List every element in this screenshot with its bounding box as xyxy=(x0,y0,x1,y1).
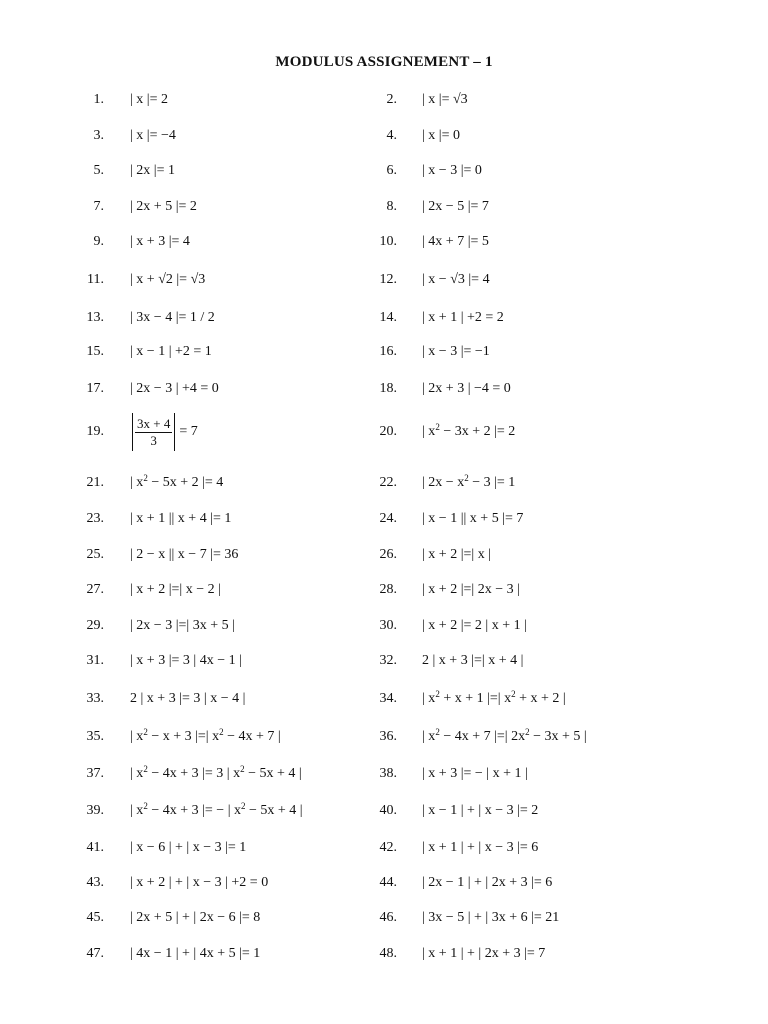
problem-number: 34. xyxy=(379,691,397,706)
problem-number: 32. xyxy=(379,653,397,668)
problem-equation: | 4x + 7 |= 5 xyxy=(422,234,489,249)
problem-number: 30. xyxy=(379,618,397,633)
problem-number: 7. xyxy=(93,199,104,214)
problem-equation: | 3x − 5 | + | 3x + 6 |= 21 xyxy=(422,910,560,925)
problem-equation: | x |= 0 xyxy=(422,128,461,143)
fraction-numerator: 3x + 4 xyxy=(137,415,171,431)
worksheet-title: MODULUS ASSIGNEMENT – 1 xyxy=(275,54,493,70)
problem-equation: | x − 1 | + | x − 3 |= 2 xyxy=(422,803,539,818)
problem-row xyxy=(0,475,768,499)
problem-row xyxy=(0,582,768,606)
problem-equation: | $2x - x^2 - 3$ |= 1 xyxy=(422,473,516,490)
problem-row xyxy=(0,875,768,899)
problem-equation: | 2x − 5 |= 7 xyxy=(422,199,489,214)
problem-equation: | $x^2 - 4x + 3$ |= 3 | $x^2 - 5x + 4$ | xyxy=(130,764,302,781)
problem-equation: | 2x − 1 | + | 2x + 3 |= 6 xyxy=(422,875,553,890)
problem-equation: | x + 2 | + | x − 3 | +2 = 0 xyxy=(130,875,269,890)
problem-number: 48. xyxy=(379,946,397,961)
problem-number: 5. xyxy=(93,163,104,178)
problem-number: 3. xyxy=(93,128,104,143)
problem-number: 21. xyxy=(86,475,104,490)
problem-number: 29. xyxy=(86,618,104,633)
problem-equation: | x + 2 |=| x | xyxy=(422,547,492,562)
fraction xyxy=(135,416,172,449)
problem-equation: | x + 2 |= 2 | x + 1 | xyxy=(422,618,527,633)
problem-number: 20. xyxy=(379,424,397,439)
problem-equation: | $x^2 - x + 3$ |=| $x^2 - 4x + 7$ | xyxy=(130,727,281,744)
problem-equation: | 2x + 5 |= 2 xyxy=(130,199,197,214)
problem-number: 11. xyxy=(87,272,104,287)
problem-number: 38. xyxy=(379,766,397,781)
problem-row xyxy=(0,766,768,790)
problem-equation: | x − 6 | + | x − 3 |= 1 xyxy=(130,840,247,855)
problem-number: 2. xyxy=(386,92,397,107)
problem-row xyxy=(0,729,768,753)
problem-equation: | 2x + 3 | −4 = 0 xyxy=(422,381,511,396)
problem-number: 31. xyxy=(86,653,104,668)
problem-equation: | x + 3 |= 3 | 4x − 1 | xyxy=(130,653,242,668)
problem-row xyxy=(0,618,768,642)
problem-equation: | 2x − 3 |=| 3x + 5 | xyxy=(130,618,235,633)
problem-equation: | $x^2 + x + 1$ |=| $x^2 + x + 2$ | xyxy=(422,689,566,706)
problem-number: 17. xyxy=(86,381,104,396)
problem-number: 22. xyxy=(379,475,397,490)
problem-row xyxy=(0,511,768,535)
problem-equation: | x − 1 | +2 = 1 xyxy=(130,344,212,359)
problem-number: 6. xyxy=(386,163,397,178)
problem-number: 44. xyxy=(379,875,397,890)
problem-number: 1. xyxy=(93,92,104,107)
problem-number: 45. xyxy=(86,910,104,925)
problem-equation: | $x^2 - 3x + 2$ |= 2 xyxy=(422,422,516,439)
problem-equation: | x − 3 |= −1 xyxy=(422,344,490,359)
problem-number: 47. xyxy=(86,946,104,961)
problem-row xyxy=(0,415,768,448)
problem-equation: | 4x − 1 | + | 4x + 5 |= 1 xyxy=(130,946,261,961)
problem-equation: | $x^2 - 5x + 2$ |= 4 xyxy=(130,473,224,490)
problem-number: 25. xyxy=(86,547,104,562)
problem-equation: | x |= 2 xyxy=(130,92,169,107)
problem-equation: | x − √3 |= 4 xyxy=(422,272,490,287)
problem-equation: | x + 1 | + | 2x + 3 |= 7 xyxy=(422,946,546,961)
problem-number: 43. xyxy=(86,875,104,890)
fraction-rhs: = 7 xyxy=(179,424,198,439)
problem-number: 12. xyxy=(379,272,397,287)
problem-number: 13. xyxy=(86,310,104,325)
problem-number: 33. xyxy=(86,691,104,706)
problem-equation: | x + 3 |= 4 xyxy=(130,234,190,249)
problem-row xyxy=(0,547,768,571)
problem-equation: | 2 − x || x − 7 |= 36 xyxy=(130,547,239,562)
problem-number: 14. xyxy=(379,310,397,325)
problem-number: 39. xyxy=(86,803,104,818)
problem-number: 42. xyxy=(379,840,397,855)
problem-number: 15. xyxy=(86,344,104,359)
problem-equation: | x + 1 | +2 = 2 xyxy=(422,310,504,325)
abs-bar-right xyxy=(174,413,175,451)
problem-row xyxy=(0,92,768,116)
problem-row xyxy=(0,272,768,296)
problem-equation: 2 | x + 3 |= 3 | x − 4 | xyxy=(130,691,246,706)
problem-equation: | 2x |= 1 xyxy=(130,163,176,178)
fraction-denominator: 3 xyxy=(150,432,157,448)
problem-number: 40. xyxy=(379,803,397,818)
problem-equation: | x |= −4 xyxy=(130,128,176,143)
problem-number: 10. xyxy=(379,234,397,249)
problem-row xyxy=(0,199,768,223)
problem-equation: | x + 2 |=| 2x − 3 | xyxy=(422,582,520,597)
problem-number: 24. xyxy=(379,511,397,526)
problem-number: 4. xyxy=(386,128,397,143)
abs-bar-left xyxy=(132,413,133,451)
problem-row xyxy=(0,691,768,715)
problem-row xyxy=(0,381,768,405)
problem-equation: | 2x + 5 | + | 2x − 6 |= 8 xyxy=(130,910,261,925)
problem-equation: | x − 3 |= 0 xyxy=(422,163,482,178)
problem-equation: | 3x − 4 |= 1 / 2 xyxy=(130,310,215,325)
problem-equation: | x |= √3 xyxy=(422,92,468,107)
problem-number: 23. xyxy=(86,511,104,526)
problem-equation: | x − 1 || x + 5 |= 7 xyxy=(422,511,524,526)
problem-row xyxy=(0,840,768,864)
problem-number: 41. xyxy=(86,840,104,855)
problem-number: 37. xyxy=(86,766,104,781)
problem-row xyxy=(0,803,768,827)
problem-row xyxy=(0,310,768,334)
problem-number: 26. xyxy=(379,547,397,562)
problem-number: 8. xyxy=(386,199,397,214)
problem-number: 16. xyxy=(379,344,397,359)
problem-number: 18. xyxy=(379,381,397,396)
problem-equation xyxy=(130,413,198,456)
problem-equation: | x + 2 |=| x − 2 | xyxy=(130,582,221,597)
problem-number: 9. xyxy=(93,234,104,249)
problem-row xyxy=(0,653,768,677)
problem-number: 27. xyxy=(86,582,104,597)
problem-equation: 2 | x + 3 |=| x + 4 | xyxy=(422,653,524,668)
problem-row xyxy=(0,234,768,258)
problem-row xyxy=(0,910,768,934)
problem-number: 19. xyxy=(86,424,104,439)
problem-row xyxy=(0,946,768,970)
problem-number: 46. xyxy=(379,910,397,925)
problem-equation: | $x^2 - 4x + 7$ |=| $2x^2 - 3x + 5$ | xyxy=(422,727,587,744)
problem-equation: | x + √2 |= √3 xyxy=(130,272,206,287)
problem-number: 35. xyxy=(86,729,104,744)
problem-equation: | 2x − 3 | +4 = 0 xyxy=(130,381,219,396)
problem-equation: | $x^2 - 4x + 3$ |= − | $x^2 - 5x + 4$ | xyxy=(130,801,303,818)
problem-equation: | x + 1 || x + 4 |= 1 xyxy=(130,511,232,526)
problem-equation: | x + 1 | + | x − 3 |= 6 xyxy=(422,840,539,855)
problem-row xyxy=(0,163,768,187)
problem-number: 28. xyxy=(379,582,397,597)
problem-equation: | x + 3 |= − | x + 1 | xyxy=(422,766,528,781)
problem-row xyxy=(0,128,768,152)
problem-row xyxy=(0,344,768,368)
problem-number: 36. xyxy=(379,729,397,744)
